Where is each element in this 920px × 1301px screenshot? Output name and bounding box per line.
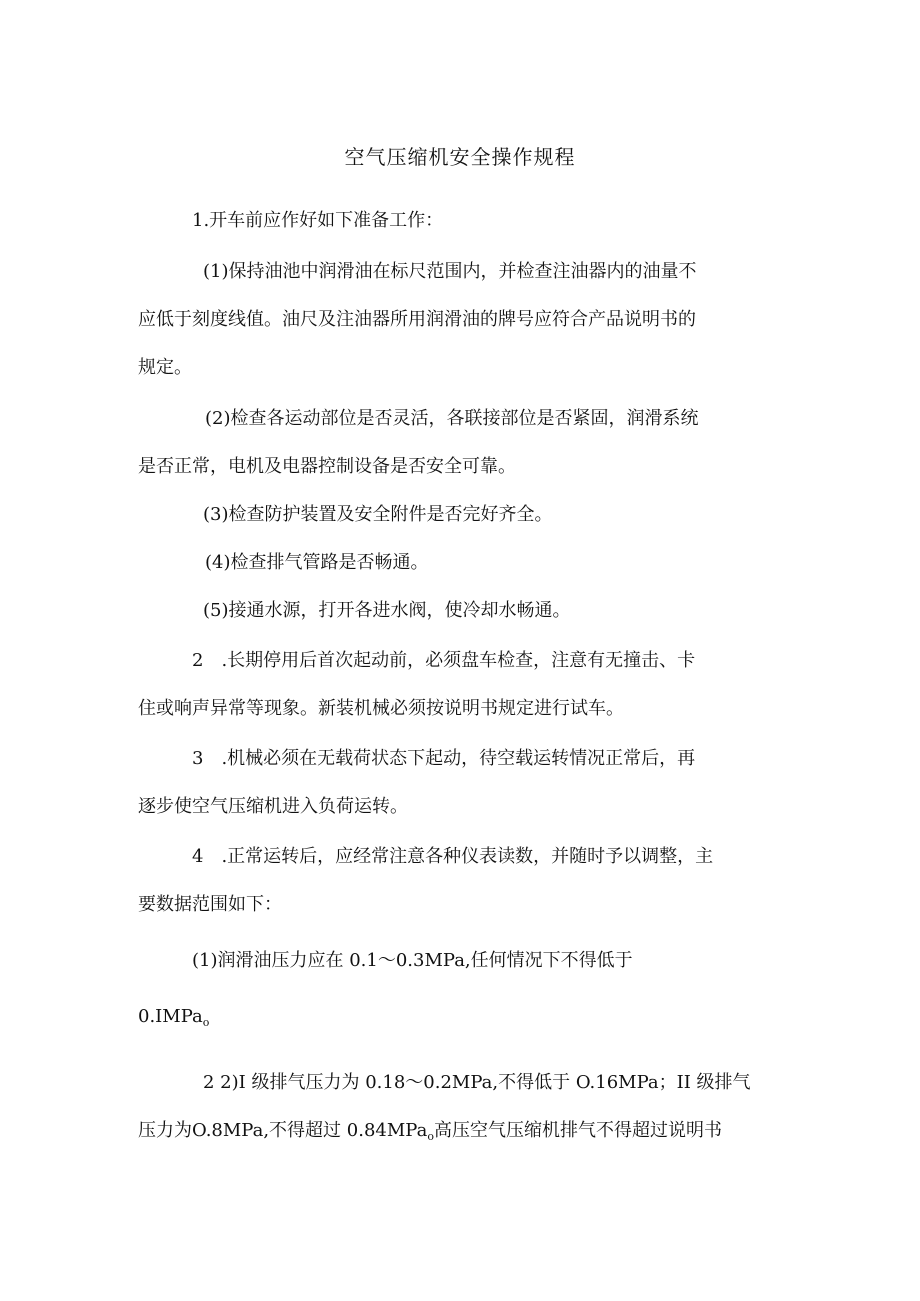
subscript-o: o <box>202 1016 210 1029</box>
item-4-2-line-2 <box>138 1117 722 1151</box>
item-1-2-line-1: (2)检查各运动部位是否灵活，各联接部位是否紧固，润滑系统 <box>205 408 699 429</box>
section-3-line-1: 3 .机械必须在无载荷状态下起动，待空载运转情况正常后，再 <box>192 748 696 769</box>
item-1-3: (3)检查防护装置及安全附件是否完好齐全。 <box>203 504 553 525</box>
section-2-line-1: 2 .长期停用后首次起动前，必须盘车检查，注意有无撞击、卡 <box>192 650 696 671</box>
pressure-value: 0.IMPa <box>138 1006 203 1027</box>
subscript-o-2: o <box>427 1130 434 1143</box>
item-1-2-line-2: 是否正常，电机及电器控制设备是否安全可靠。 <box>138 456 516 477</box>
section-2-line-2: 住或响声异常等现象。新装机械必须按说明书规定进行试车。 <box>138 698 624 719</box>
section-4-line-1: 4 .正常运转后，应经常注意各种仪表读数，并随时予以调整，主 <box>192 846 714 867</box>
item-1-5: (5)接通水源，打开各进水阀，使冷却水畅通。 <box>203 600 571 621</box>
item-4-2-line-1: 2 2)I 级排气压力为 0.18～0.2MPa,不得低于 O.16MPa；II 级排气 <box>203 1072 751 1093</box>
section-1-heading: 1.开车前应作好如下准备工作： <box>192 210 444 231</box>
item-1-4: (4)检查排气管路是否畅通。 <box>205 552 429 573</box>
item-4-1-line-1: (1)润滑油压力应在 0.1～0.3MPa,任何情况下不得低于 <box>192 950 633 971</box>
item-4-1-line-2 <box>138 1003 209 1037</box>
section-4-line-2: 要数据范围如下： <box>138 894 282 915</box>
page-title: 空气压缩机安全操作规程 <box>344 145 576 169</box>
high-pressure-note: 高压空气压缩机排气不得超过说明书 <box>433 1120 722 1141</box>
item-1-1-line-2: 应低于刻度线值。油尺及注油器所用润滑油的牌号应符合产品说明书的 <box>138 309 696 330</box>
pressure-limit-text: 压力为O.8MPa,不得超过 0.84MPa <box>138 1120 428 1141</box>
section-3-line-2: 逐步使空气压缩机进入负荷运转。 <box>138 796 408 817</box>
item-1-1-line-1: (1)保持油池中润滑油在标尺范围内，并检查注油器内的油量不 <box>203 261 697 282</box>
item-1-1-line-3: 规定。 <box>138 357 192 378</box>
